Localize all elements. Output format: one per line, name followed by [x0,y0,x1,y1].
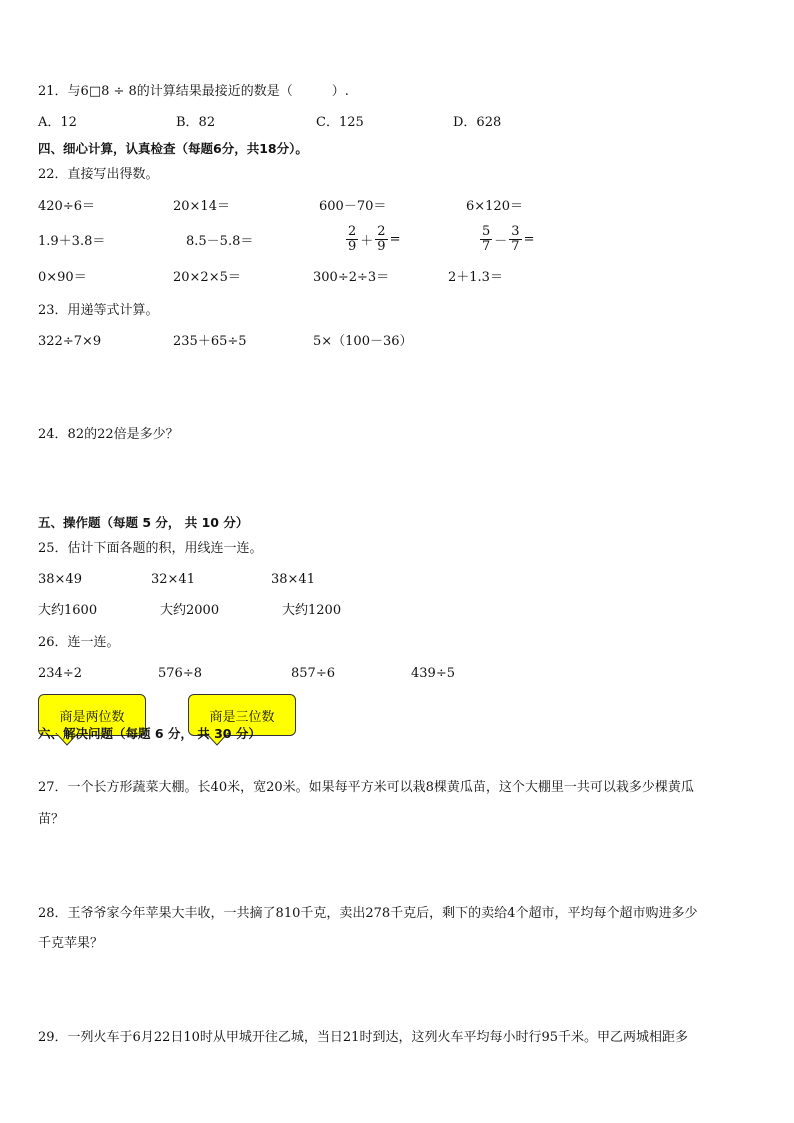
q28-line-1: 28．王爷爷家今年苹果大丰收，一共摘了810千克，卖出278千克后，剩下的卖给4个超市，平均每个超市购进多少 [38,906,698,921]
q23-item-3: 5×（100－36） [313,334,413,349]
q24-stem: 24．82的22倍是多少？ [38,427,179,442]
q22-r3-c2: 20×2×5＝ [173,270,241,285]
frac1-b-num: 2 [377,224,386,239]
q26-expr-4: 439÷5 [411,666,455,681]
frac2-eq: = [523,232,535,247]
q22-r2-c2: 8.5－5.8＝ [186,234,254,249]
frac2-b-num: 3 [511,224,520,239]
frac1-a-den: 9 [348,239,357,254]
q26-bubble-two-digit-label: 商是两位数 [59,709,125,725]
frac1-op: ＋ [360,234,374,249]
q25-stem: 25．估计下面各题的积，用线连一连。 [38,541,263,556]
q21-option-b: B．82 [176,115,216,130]
q22-r1-c4: 6×120＝ [466,199,523,214]
q25-answer-2: 大约2000 [160,603,220,618]
q26-expr-1: 234÷2 [38,666,82,681]
q26-expr-3: 857÷6 [291,666,335,681]
frac1-eq: = [389,232,401,247]
q22-stem: 22．直接写出得数。 [38,167,159,182]
frac1-b-den: 9 [377,239,386,254]
section-6-title: 六、解决问题（每题 6 分， 共 30 分） [38,726,261,741]
q26-bubble-three-digit-label: 商是三位数 [209,709,275,725]
q25-expr-2: 32×41 [151,572,195,587]
q22-fraction-sum [346,225,402,254]
q23-stem: 23．用递等式计算。 [38,303,159,318]
q21-stem: 21．与6□8 ÷ 8的计算结果最接近的数是（ ）. [38,84,349,99]
q22-r2-c1: 1.9＋3.8＝ [38,234,106,249]
frac2-op: － [494,234,508,249]
frac1-a-num: 2 [348,224,357,239]
q25-expr-1: 38×49 [38,572,82,587]
q29-line-1: 29．一列火车于6月22日10时从甲城开往乙城，当日21时到达，这列火车平均每小时行95千米。甲乙两城相距多 [38,1030,688,1045]
frac2-a-num: 5 [482,224,491,239]
frac2-a-den: 7 [482,239,491,254]
q22-fraction-diff [480,225,536,254]
q23-item-1: 322÷7×9 [38,334,102,349]
q26-expr-2: 576÷8 [158,666,202,681]
q27-line-1: 27．一个长方形蔬菜大棚。长40米，宽20米。如果每平方米可以栽8棵黄瓜苗，这个大棚里一共可以栽多少棵黄瓜 [38,780,694,795]
q21-option-a: A．12 [38,115,77,130]
q22-r1-c2: 20×14＝ [173,199,230,214]
q27-line-2: 苗？ [38,812,65,827]
q22-r3-c3: 300÷2÷3＝ [313,270,390,285]
q22-r3-c1: 0×90＝ [38,270,87,285]
q26-stem: 26．连一连。 [38,635,120,650]
q21-option-d: D．628 [453,115,502,130]
q23-item-2: 235＋65÷5 [173,334,247,349]
q21-option-c: C．125 [316,115,364,130]
q28-line-2: 千克苹果？ [38,936,104,951]
q25-answer-3: 大约1200 [282,603,342,618]
frac2-b-den: 7 [511,239,520,254]
q22-r3-c4: 2＋1.3＝ [448,270,503,285]
section-4-title: 四、细心计算，认真检查（每题6分，共18分）。 [38,141,308,156]
q22-r1-c1: 420÷6＝ [38,199,95,214]
q25-expr-3: 38×41 [271,572,315,587]
section-5-title: 五、操作题（每题 5 分， 共 10 分） [38,515,249,530]
q25-answer-1: 大约1600 [38,603,98,618]
q22-r1-c3: 600－70＝ [319,199,387,214]
